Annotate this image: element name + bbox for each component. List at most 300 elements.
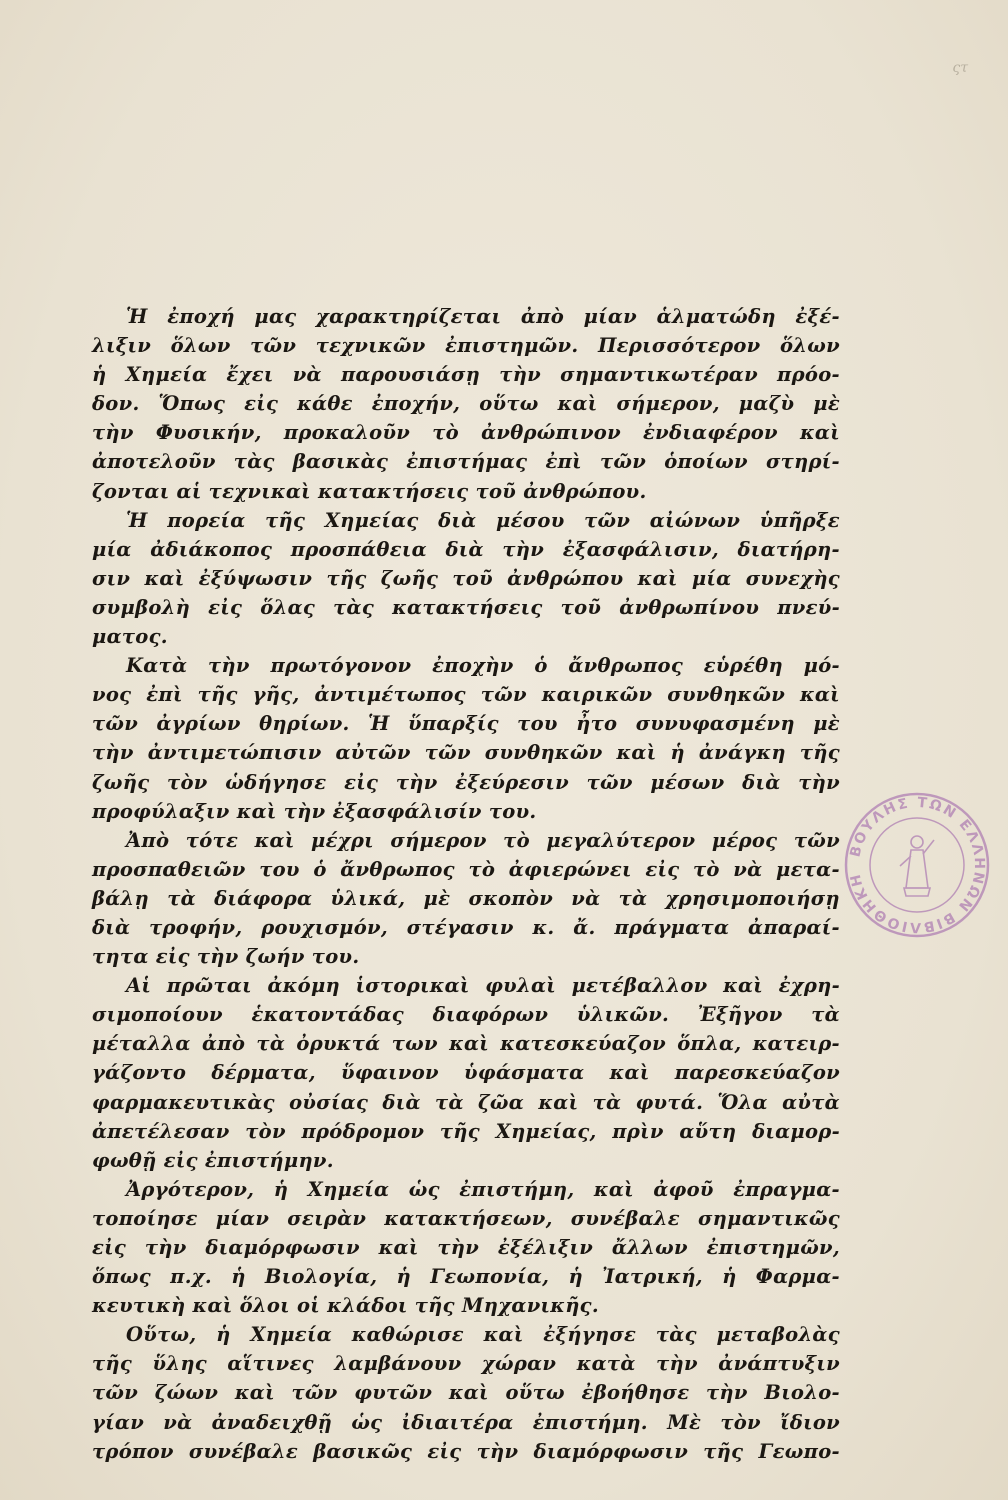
- word: ὑλικά,: [330, 886, 406, 910]
- word: τὴν: [92, 741, 134, 765]
- word: θηρίων.: [259, 712, 350, 736]
- word: μὲ: [813, 392, 840, 416]
- text-line: [92, 360, 840, 389]
- word: ἐξεύρεσιν: [455, 770, 569, 794]
- text-line: [92, 1175, 840, 1204]
- word: κατὰ: [576, 1352, 636, 1376]
- word: ὅλας: [260, 595, 316, 619]
- word: ἐπιστήμας: [406, 450, 528, 474]
- word: οὕτω: [479, 392, 539, 416]
- word: ἀπετέλεσαν: [92, 1119, 230, 1143]
- text-line: [92, 477, 840, 506]
- word: μετα-: [776, 857, 840, 881]
- word: παρουσιάσῃ: [340, 363, 481, 387]
- word: καὶ: [483, 1323, 524, 1347]
- word: Χημείας,: [495, 1119, 597, 1143]
- word: του: [259, 857, 300, 881]
- word: λιξιν: [92, 334, 152, 358]
- word: Ἡ: [368, 712, 390, 736]
- word: τῶν: [92, 1381, 139, 1405]
- word: τῶν: [480, 683, 527, 707]
- word: Βιολο-: [764, 1381, 840, 1405]
- word: εἰς: [208, 595, 243, 619]
- word: του: [517, 712, 558, 736]
- word: τῆς: [92, 1352, 133, 1376]
- text-line: [92, 709, 840, 738]
- word: σημαντικωτέραν: [560, 363, 758, 387]
- text-line: [92, 913, 840, 942]
- word: χώραν: [481, 1352, 557, 1376]
- word: τὰς: [333, 595, 375, 619]
- word: των: [391, 1032, 438, 1056]
- word: στέγασιν: [406, 915, 514, 939]
- word: διὰ: [445, 537, 484, 561]
- word: ἀπὸ: [520, 305, 565, 328]
- word: ὅλων: [779, 334, 840, 358]
- text-line: [92, 418, 840, 447]
- word: διαμόρφωσιν: [533, 1439, 689, 1463]
- word: Χημεία: [307, 1177, 390, 1201]
- word: καιρικῶν: [541, 683, 653, 707]
- word: ὡς: [408, 1177, 440, 1201]
- text-line: [92, 1204, 840, 1233]
- word: ἡ: [231, 1265, 246, 1289]
- word: οὕτω: [505, 1381, 565, 1405]
- word: τὸ: [503, 828, 530, 852]
- word: τῆς: [265, 508, 306, 532]
- word: νὰ: [571, 886, 601, 910]
- word: σκοπὸν: [468, 886, 554, 910]
- word: εἰς: [244, 392, 279, 416]
- word: ἀπὸ: [201, 1032, 246, 1056]
- word: στηρί-: [765, 450, 840, 474]
- word: γάζοντο: [92, 1061, 187, 1085]
- word: τὴν: [208, 654, 250, 678]
- word: Ἀργότερον,: [126, 1177, 255, 1201]
- word: τῆς: [703, 1439, 744, 1463]
- word: τὴν: [706, 1381, 748, 1405]
- word: τὰ: [435, 1090, 464, 1114]
- word: μέχρι: [311, 828, 374, 852]
- text-line: [92, 593, 840, 622]
- word: τοῦ: [452, 566, 493, 590]
- word: αὐτῶν: [335, 741, 411, 765]
- word: τῆς: [197, 683, 238, 707]
- word: βάλῃ: [92, 886, 150, 910]
- word: μὲ: [423, 886, 451, 910]
- word: προσπάθεια: [290, 537, 427, 561]
- word: Γεωπο-: [758, 1439, 840, 1463]
- word: διὰ: [742, 770, 781, 794]
- word: τῆς: [799, 741, 840, 765]
- word: βασικῶς: [313, 1439, 413, 1463]
- word: καὶ: [378, 1236, 419, 1259]
- word: μεγαλύτερον: [546, 828, 696, 852]
- word: διαφόρων: [432, 1003, 549, 1027]
- word: μό-: [803, 654, 840, 678]
- word: ἄ.: [573, 915, 596, 939]
- word: τροφήν,: [149, 915, 243, 939]
- word: ἁλματώδη: [656, 305, 776, 328]
- line-text: προφύλαξιν καὶ τὴν ἐξασφάλισίν του.: [92, 799, 537, 823]
- word: σιμοποίουν: [92, 1003, 223, 1027]
- word: ἄνθρωπος: [568, 654, 683, 678]
- word: χαρακτηρίζεται: [315, 305, 502, 328]
- word: καὶ: [616, 741, 657, 765]
- word: ὕλης: [152, 1352, 207, 1376]
- word: προσπαθειῶν: [92, 857, 246, 881]
- text-line: [92, 1088, 840, 1117]
- word: νὰ: [733, 857, 763, 881]
- text-line: [92, 1117, 840, 1146]
- word: μαζὺ: [738, 392, 795, 416]
- word: εὑρέθη: [703, 654, 783, 678]
- word: ζωῆς: [380, 566, 439, 590]
- word: τῶν: [424, 741, 471, 765]
- word: μέσων: [650, 770, 725, 794]
- word: ἀνάγκη: [698, 741, 786, 765]
- word: τῶν: [600, 450, 647, 474]
- line-text: τητα εἰς τὴν ζωήν του.: [92, 945, 360, 969]
- word: ὑλικῶν.: [576, 1003, 670, 1027]
- text-line: [92, 331, 840, 360]
- word: καὶ: [593, 1177, 634, 1201]
- word: τῶν: [250, 334, 297, 358]
- word: ἀφιερώνει: [508, 857, 632, 881]
- word: τοποίησε: [92, 1206, 198, 1230]
- word: καὶ: [448, 1381, 489, 1405]
- text-line: [92, 535, 840, 564]
- word: τρόπον: [92, 1439, 174, 1463]
- word: εἰς: [645, 857, 680, 881]
- word: Χημείας: [324, 508, 419, 532]
- word: ἀνάπτυξιν: [718, 1352, 840, 1376]
- word: ἔχει: [226, 363, 274, 387]
- word: καθώρισε: [351, 1323, 464, 1347]
- word: ἡ: [92, 363, 107, 387]
- word: τῶν: [586, 770, 633, 794]
- word: ἐβοήθησε: [581, 1381, 690, 1405]
- word: Φυσικήν,: [155, 421, 262, 445]
- word: κατακτήσεις: [392, 595, 543, 619]
- word: τῶν: [793, 828, 840, 852]
- page-number: ςτ: [952, 60, 968, 76]
- word: οὐσίας: [289, 1090, 369, 1114]
- word: τῆς: [326, 566, 367, 590]
- word: συνυφασμένη: [635, 712, 795, 736]
- word: τὸ: [692, 857, 720, 881]
- word: πρὶν: [612, 1119, 664, 1143]
- word: πρόο-: [777, 363, 840, 387]
- word: καὶ: [637, 566, 678, 590]
- word: καὶ: [449, 1032, 490, 1056]
- word: τὰ: [167, 886, 196, 910]
- text-line: [92, 1000, 840, 1029]
- word: ἐξέλιξιν: [497, 1236, 594, 1259]
- word: Χημεία: [125, 363, 208, 387]
- line-text: ζονται αἱ τεχνικαὶ κατακτήσεις τοῦ ἀνθρώπου.: [92, 479, 647, 503]
- text-line: [92, 1262, 840, 1291]
- word: διαμόρφωσιν: [205, 1236, 360, 1259]
- word: εἰς: [427, 1439, 462, 1463]
- word: Χημεία: [250, 1323, 333, 1347]
- word: μέρος: [711, 828, 778, 852]
- word: πρωτόγονον: [270, 654, 412, 678]
- word: ρουχισμόν,: [261, 915, 388, 939]
- text-line: [92, 302, 840, 331]
- word: μίαν: [583, 305, 638, 328]
- word: ἀκόμη: [267, 974, 341, 998]
- word: ἴδιον: [780, 1410, 840, 1434]
- word: ἀπαραί-: [748, 915, 840, 939]
- word: αἵτινες: [227, 1352, 314, 1376]
- word: Μὲ: [667, 1410, 702, 1434]
- word: τὰς: [655, 1323, 697, 1347]
- word: σημαντικῶς: [697, 1206, 840, 1230]
- word: τὴν: [437, 1236, 480, 1259]
- word: τὴν: [144, 1236, 187, 1259]
- word: καὶ: [538, 1090, 579, 1114]
- word: σειρὰν: [287, 1206, 367, 1230]
- word: ἐπιστημῶν,: [706, 1236, 840, 1259]
- word: νὰ: [292, 363, 322, 387]
- word: ἐξήγησε: [543, 1323, 637, 1347]
- word: μία: [691, 566, 732, 590]
- word: μετέβαλλον: [571, 974, 708, 998]
- library-stamp: [842, 790, 992, 940]
- word: πνεύ-: [777, 595, 840, 619]
- text-line: [92, 447, 840, 476]
- word: ἡ: [568, 1265, 583, 1289]
- word: εἰς: [344, 770, 379, 794]
- word: προκαλοῦν: [283, 421, 411, 445]
- word: δέρματα,: [211, 1061, 316, 1085]
- text-line: [92, 738, 840, 767]
- line-text: ματος.: [92, 625, 168, 649]
- word: ἡ: [722, 1265, 737, 1289]
- text-line: [92, 1233, 840, 1262]
- stamp-text: ΒΟΥΛΗΣ ΤΩΝ ΕΛΛΗΝΩΝ ΒΙΒΛΙΟΘΗΚΗ: [847, 794, 988, 936]
- word: ἐποχή: [167, 305, 235, 328]
- stamp-figure-icon: [900, 836, 934, 896]
- word: διὰ: [92, 915, 131, 939]
- word: συνέβαλε: [570, 1206, 680, 1230]
- word: ἀνθρωπίνου: [619, 595, 760, 619]
- word: συνέβαλε: [188, 1439, 299, 1463]
- text-line: [92, 797, 840, 826]
- word: τὴν: [798, 770, 840, 794]
- word: τὴν: [476, 1439, 519, 1463]
- text-line: [92, 506, 840, 535]
- word: καὶ: [799, 421, 840, 445]
- word: παρεσκεύαζον: [674, 1061, 840, 1085]
- word: εἰς: [92, 1236, 127, 1259]
- word: πράγματα: [614, 915, 730, 939]
- word: ὅπλα,: [677, 1032, 742, 1056]
- word: τὸ: [468, 857, 496, 881]
- word: ὁ: [534, 654, 548, 678]
- text-line: [92, 1291, 840, 1320]
- word: ὡδήγησε: [225, 770, 327, 794]
- word: ἱστορικαὶ: [355, 974, 470, 998]
- word: ὑφάσματα: [464, 1061, 585, 1085]
- word: συνεχὴς: [745, 566, 840, 590]
- word: ὅλων: [170, 334, 231, 358]
- word: τὴν: [502, 537, 545, 561]
- word: κατεσκεύαζον: [500, 1032, 666, 1056]
- word: νος: [92, 683, 132, 707]
- word: ζώων: [154, 1381, 219, 1405]
- word: ἀγρίων: [156, 712, 241, 736]
- word: τὴν: [499, 363, 542, 387]
- text-line: [92, 1408, 840, 1437]
- word: ὡς: [351, 1410, 383, 1434]
- word: καὶ: [254, 828, 295, 852]
- word: ἄλλων: [611, 1236, 688, 1259]
- word: κ.: [532, 915, 555, 939]
- word: διὰ: [382, 1090, 421, 1114]
- word: ἡ: [670, 741, 685, 765]
- word: ἐξύψωσιν: [198, 566, 313, 590]
- word: φυλαὶ: [485, 974, 557, 998]
- word: κατειρ-: [752, 1032, 840, 1056]
- text-line: [92, 768, 840, 797]
- word: τὸ: [432, 421, 459, 445]
- text-line: [92, 1378, 840, 1407]
- word: λαμβάνουν: [334, 1352, 462, 1376]
- word: Αἱ: [126, 974, 152, 998]
- word: τῆς: [439, 1119, 480, 1143]
- word: μία: [92, 537, 132, 561]
- word: τὰ: [592, 1090, 622, 1114]
- word: σιν: [92, 566, 131, 590]
- text-line: [92, 1437, 840, 1466]
- word: ὁποίων: [664, 450, 748, 474]
- word: ἀντιμετώπισιν: [147, 741, 322, 765]
- word: αἰώνων: [649, 508, 741, 532]
- word: Ἰατρική,: [602, 1265, 703, 1289]
- word: πρόδρομον: [301, 1119, 425, 1143]
- text-line: [92, 942, 840, 971]
- word: δον.: [92, 392, 140, 416]
- word: Ὅπως: [158, 392, 226, 416]
- word: ἐπιστήμη.: [532, 1410, 648, 1434]
- word: νὰ: [163, 1410, 193, 1434]
- text-line: [92, 971, 840, 1000]
- word: πρῶται: [166, 974, 252, 998]
- word: μεταβολὰς: [716, 1323, 840, 1347]
- word: τὸν: [720, 1410, 761, 1434]
- word: συνθηκῶν: [484, 741, 603, 765]
- word: σήμερον: [390, 828, 487, 852]
- word: τῶν: [291, 1381, 338, 1405]
- word: καὶ: [234, 1381, 275, 1405]
- text-line: [92, 651, 840, 680]
- word: Ἡ: [126, 305, 148, 328]
- word: ὁ: [313, 857, 327, 881]
- word: ὕφαινον: [341, 1061, 439, 1085]
- word: Κατὰ: [126, 654, 188, 678]
- word: τὰ: [256, 1032, 286, 1056]
- word: βασικὰς: [292, 450, 389, 474]
- word: ἀνθρώπινον: [481, 421, 621, 445]
- word: τῶν: [92, 712, 139, 736]
- word: καὶ: [609, 1061, 650, 1085]
- word: ἀναδειχθῇ: [211, 1410, 333, 1434]
- word: ὑπῆρξε: [759, 508, 840, 532]
- word: διαμορ-: [752, 1119, 840, 1143]
- word: ἐχρη-: [778, 974, 840, 998]
- word: διατήρη-: [737, 537, 840, 561]
- body-text: [92, 302, 840, 1466]
- word: τὴν: [395, 770, 438, 794]
- word: ἄνθρωπος: [340, 857, 455, 881]
- word: ἡ: [216, 1323, 231, 1347]
- text-line: [92, 389, 840, 418]
- word: ὕπαρξίς: [408, 712, 499, 736]
- word: ἡ: [273, 1177, 289, 1201]
- word: ἑκατοντάδας: [251, 1003, 404, 1027]
- word: τότε: [185, 828, 239, 852]
- word: μας: [254, 305, 297, 328]
- word: αὐτὰ: [782, 1090, 840, 1114]
- word: ἐποχὴν: [432, 654, 514, 678]
- text-line: [92, 1029, 840, 1058]
- word: Ὅλα: [717, 1090, 768, 1114]
- word: πορεία: [167, 508, 246, 532]
- word: σήμερον,: [616, 392, 720, 416]
- line-text: φωθῇ εἰς ἐπιστήμην.: [92, 1148, 334, 1172]
- word: καὶ: [799, 683, 840, 707]
- word: καὶ: [557, 392, 598, 416]
- word: Βιολογία,: [264, 1265, 378, 1289]
- word: χρησιμοποιήσῃ: [665, 886, 840, 910]
- word: ἡ: [396, 1265, 412, 1289]
- text-line: [92, 680, 840, 709]
- word: π.χ.: [170, 1265, 213, 1289]
- word: Ἡ: [126, 508, 148, 532]
- text-line: [92, 884, 840, 913]
- word: ζωῆς: [92, 770, 150, 794]
- word: Φαρμα-: [755, 1265, 840, 1289]
- word: αὕτη: [679, 1119, 737, 1143]
- word: φυτά.: [635, 1090, 704, 1114]
- word: ἦτο: [576, 712, 618, 736]
- word: ἐποχήν,: [371, 392, 461, 416]
- word: φαρμακευτικὰς: [92, 1090, 275, 1114]
- word: μὲ: [813, 712, 840, 736]
- word: ἐπὶ: [545, 450, 582, 474]
- word: τὸν: [167, 770, 208, 794]
- word: τὴν: [92, 421, 134, 445]
- word: μέσου: [496, 508, 565, 532]
- word: τὰ: [811, 1003, 840, 1027]
- word: καὶ: [723, 974, 764, 998]
- word: τὴν: [656, 1352, 698, 1376]
- text-line: [92, 1320, 840, 1349]
- word: ἐξασφάλισιν,: [562, 537, 719, 561]
- word: ἀντιμέτωπος: [314, 683, 466, 707]
- text-line: [92, 1349, 840, 1378]
- word: ἐπραγμα-: [733, 1177, 840, 1201]
- word: διὰ: [438, 508, 477, 532]
- text-line: [92, 826, 840, 855]
- word: ὀρυκτά: [296, 1032, 381, 1056]
- word: τοῦ: [560, 595, 602, 619]
- word: Ἀπὸ: [126, 828, 170, 852]
- text-line: [92, 564, 840, 593]
- word: ἀφοῦ: [653, 1177, 714, 1201]
